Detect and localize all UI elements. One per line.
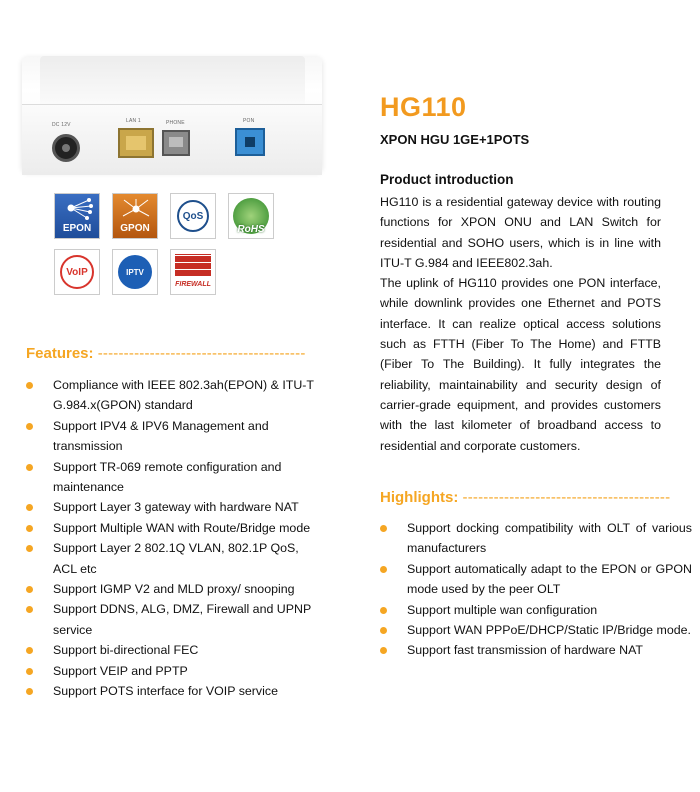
highlight-text: Support WAN PPPoE/DHCP/Static IP/Bridge mode. (407, 623, 691, 638)
port-label-dc: DC 12V (52, 122, 71, 128)
highlights-list (380, 518, 692, 661)
bullet-icon (26, 688, 33, 695)
list-item (26, 497, 316, 517)
iptv-label: IPTV (118, 255, 152, 289)
bullet-icon (26, 525, 33, 532)
dc-power-port (52, 134, 80, 162)
firewall-icon (170, 249, 216, 295)
bullet-icon (26, 382, 33, 389)
feature-text: Support Multiple WAN with Route/Bridge mode (53, 520, 311, 535)
feature-text: Support bi-directional FEC (53, 643, 199, 658)
epon-icon (54, 193, 100, 239)
bullet-icon (26, 586, 33, 593)
highlights-header (380, 489, 670, 506)
feature-text: Support DDNS, ALG, DMZ, Firewall and UPNP service (53, 602, 311, 637)
port-label-lan: LAN 1 (126, 118, 141, 124)
feature-text: Support POTS interface for VOIP service (53, 684, 278, 699)
list-item (380, 640, 692, 660)
feature-text: Support Layer 3 gateway with hardware NAT (53, 500, 299, 515)
list-item (26, 416, 316, 457)
device-top (40, 56, 305, 104)
feature-text: Support VEIP and PPTP (53, 663, 188, 678)
intro-text (380, 192, 661, 456)
iptv-icon (112, 249, 158, 295)
list-item (380, 620, 692, 640)
features-divider: ---------------------------------------- (97, 345, 306, 362)
list-item (26, 661, 316, 681)
list-item (26, 599, 316, 640)
list-item (380, 600, 692, 620)
rohs-label: RoHS (237, 224, 265, 235)
intro-paragraph: The uplink of HG110 provides one PON interface, while downlink provides one Ethernet and POTS interface. It can realize optical access solutions such as FTTH (Fiber To The Home) and FTTB (Fiber To The Building). It fully integrates the reliability, maintainability and security design of carrier-grade equipment, and provides customers with the last kilometer of broadband access to residential and corporate customers. (380, 276, 661, 453)
feature-text: Support TR-069 remote configuration and maintenance (53, 459, 282, 495)
list-item (26, 579, 316, 599)
bullet-icon (26, 464, 33, 471)
list-item (26, 457, 316, 498)
bullet-icon (26, 545, 33, 552)
voip-icon (54, 249, 100, 295)
feature-text: Support IPV4 & IPV6 Management and transmission (53, 418, 269, 454)
features-header (26, 345, 306, 362)
port-label-pon: PON (243, 118, 255, 124)
highlight-text: Support multiple wan configuration (407, 602, 598, 617)
list-item (26, 518, 316, 538)
bullet-icon (26, 668, 33, 675)
gpon-icon (112, 193, 158, 239)
list-item (26, 538, 316, 579)
lan-port (118, 128, 154, 158)
rohs-icon (228, 193, 274, 239)
highlight-text: Support fast transmission of hardware NAT (407, 643, 643, 658)
highlight-text: Support automatically adapt to the EPON or GPON mode used by the peer OLT (407, 561, 692, 597)
intro-paragraph: HG110 is a residential gateway device with routing functions for XPON ONU and LAN Switch for residential and SOHO users, which is in line with ITU-T G.984 and IEEE802.3ah. (380, 195, 661, 270)
feature-text: Support IGMP V2 and MLD proxy/ snooping (53, 582, 295, 597)
voip-label: VoIP (60, 255, 94, 289)
firewall-label: FIREWALL (175, 281, 211, 288)
pon-port (235, 128, 265, 156)
list-item (26, 681, 316, 701)
bullet-icon (26, 606, 33, 613)
feature-text: Compliance with IEEE 802.3ah(EPON) & ITU-T G.984.x(GPON) standard (53, 378, 314, 413)
bullet-icon (26, 504, 33, 511)
qos-label: QoS (177, 200, 209, 232)
intro-heading: Product introduction (380, 172, 514, 187)
bullet-icon (380, 566, 387, 573)
features-title: Features: (26, 345, 94, 362)
port-label-phone: PHONE (166, 120, 185, 126)
highlight-text: Support docking compatibility with OLT of various manufacturers (407, 521, 692, 556)
bullet-icon (380, 647, 387, 654)
list-item (380, 518, 692, 559)
highlights-divider: ---------------------------------------- (462, 489, 671, 506)
product-subtitle: XPON HGU 1GE+1POTS (380, 132, 530, 147)
highlights-title: Highlights: (380, 489, 459, 506)
product-model-title: HG110 (380, 92, 467, 122)
bullet-icon (380, 525, 387, 532)
list-item (26, 640, 316, 660)
bullet-icon (26, 423, 33, 430)
list-item (26, 375, 316, 416)
phone-port (162, 130, 190, 156)
bullet-icon (380, 627, 387, 634)
list-item (380, 559, 692, 600)
bullet-icon (26, 647, 33, 654)
features-list (26, 375, 316, 702)
gpon-label: GPON (120, 223, 150, 234)
bullet-icon (380, 607, 387, 614)
feature-text: Support Layer 2 802.1Q VLAN, 802.1P QoS, ACL etc (53, 541, 299, 576)
product-device-image (22, 56, 322, 176)
qos-icon (170, 193, 216, 239)
epon-label: EPON (62, 223, 92, 234)
firewall-bricks (175, 254, 211, 276)
